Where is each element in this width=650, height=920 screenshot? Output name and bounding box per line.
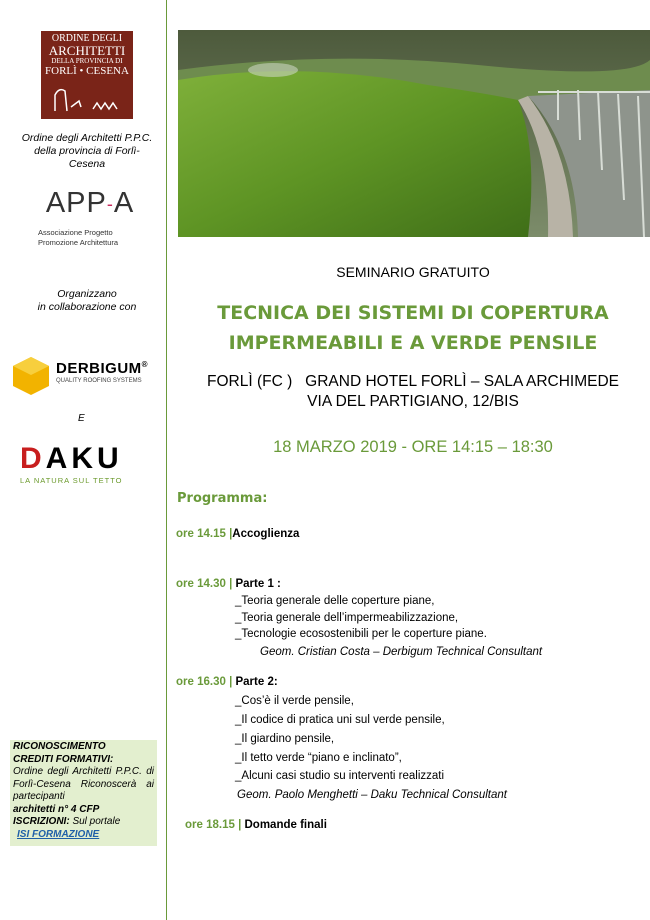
program-item: _Cos’è il verde pensile, xyxy=(235,695,354,707)
program-item: _Teoria generale delle coperture piane, xyxy=(235,595,435,607)
event-title: TECNICA DEI SISTEMI DI COPERTURA IMPERMEABILI E A VERDE PENSILE xyxy=(217,302,609,354)
green-roof-image xyxy=(178,30,650,237)
derbigum-logo xyxy=(12,356,162,396)
daku-logo xyxy=(20,444,150,485)
program-slot-domande: ore 18.15 | Domande finali xyxy=(185,819,327,831)
event-date: 18 MARZO 2019 - ORE 14:15 – 18:30 xyxy=(273,438,553,456)
program-item: _Alcuni casi studio su interventi realizzati xyxy=(235,770,445,782)
daku-tagline: LA NATURA SUL TETTO xyxy=(20,476,123,485)
program-slot-accoglienza: ore 14.15 |Accoglienza xyxy=(176,528,300,540)
program-speaker: Geom. Cristian Costa – Derbigum Technical Consultant xyxy=(260,646,543,658)
event-venue: FORLÌ (FC ) GRAND HOTEL FORLÌ – SALA ARCHIMEDE VIA DEL PARTIGIANO, 12/BIS xyxy=(207,373,619,410)
program-item: _Il codice di pratica uni sul verde pensile, xyxy=(235,714,445,726)
program-item: _Il tetto verde “piano e inclinato”, xyxy=(235,752,402,764)
program-slot-parte-1: ore 14.30 | Parte 1 : xyxy=(176,578,281,590)
ordine-caption: Ordine degli Architetti P.P.C. della provincia di Forlì- Cesena xyxy=(21,132,153,170)
derbigum-name: DERBIGUM® xyxy=(56,360,149,377)
program-item: _Il giardino pensile, xyxy=(235,733,335,745)
program-slot-parte-2: ore 16.30 | Parte 2: xyxy=(176,676,278,688)
organizzano-text: Organizzano in collaborazione con xyxy=(37,288,137,313)
programma-heading: Programma: xyxy=(177,491,268,506)
seminario-label: SEMINARIO GRATUITO xyxy=(336,264,490,280)
green-roof-photo xyxy=(178,30,650,237)
program-item: _Teoria generale dell’impermeabilizzazione, xyxy=(235,612,459,624)
isi-formazione-link[interactable]: ISI FORMAZIONE xyxy=(17,828,100,840)
program-speaker: Geom. Paolo Menghetti – Daku Technical Consultant xyxy=(237,789,507,801)
credits-box: RICONOSCIMENTO CREDITI FORMATIVI: Ordine degli Architetti P.P.C. di Forlì-Cesena Riconoscerà ai partecipanti architetti n° 4 CFP ISCRIZIONI: Sul portale ISI FORMAZIONE xyxy=(10,740,157,846)
program-item: _Tecnologie ecosostenibili per le coperture piane. xyxy=(235,628,487,640)
daku-name: DAKU xyxy=(20,442,123,475)
appa-subtitle: Associazione Progetto Promozione Architettura xyxy=(38,228,119,247)
appa-logo: APP-A xyxy=(45,187,135,219)
ordine-architetti-logo: ORDINE DEGLI ARCHITETTI DELLA PROVINCIA DI FORLÌ • CESENA xyxy=(41,31,133,119)
derbigum-hexagon-icon xyxy=(12,356,50,396)
derbigum-tagline: QUALITY ROOFING SYSTEMS xyxy=(56,378,142,384)
building-sketch-icon xyxy=(41,77,133,117)
conjunction-text: E xyxy=(78,413,85,424)
